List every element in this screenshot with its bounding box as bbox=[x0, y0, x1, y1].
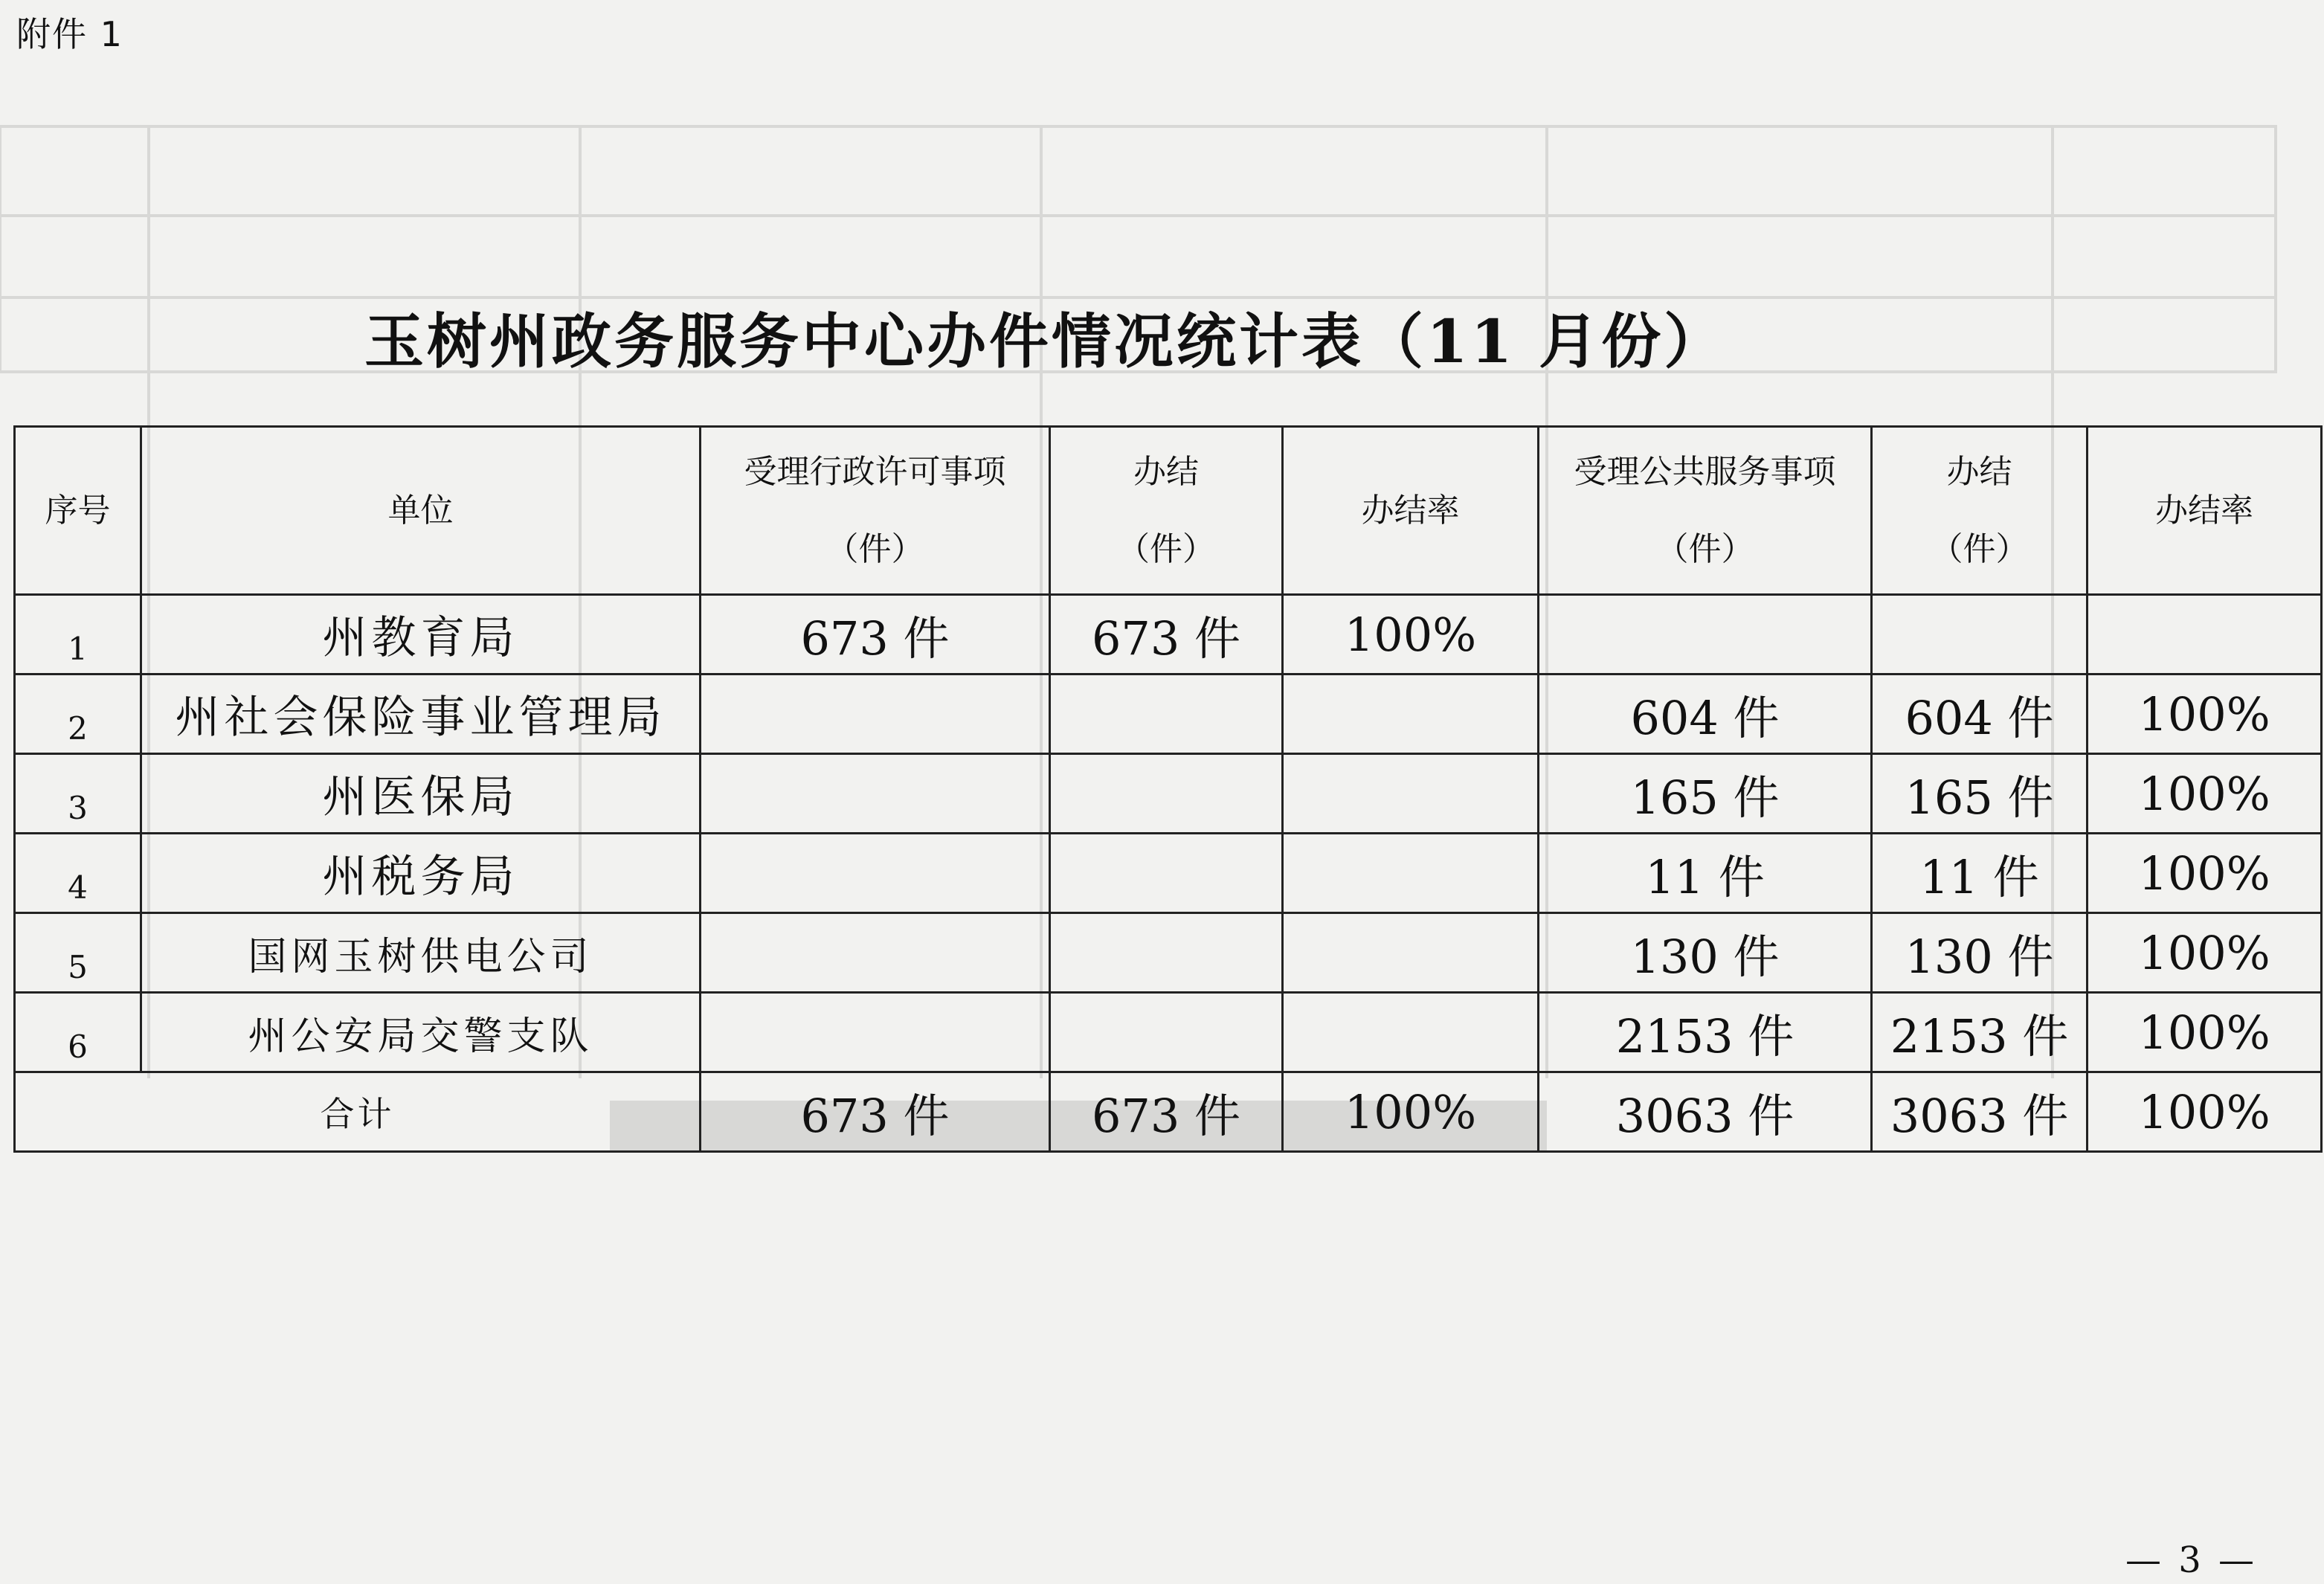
row-unit: 州教育局 bbox=[141, 595, 701, 675]
row-admin-rate: 100% bbox=[1283, 595, 1539, 675]
header-admin-done bbox=[1050, 427, 1283, 595]
header-public-accept-line1: 受理公共服务事项 bbox=[1574, 452, 1836, 491]
row-seq: 6 bbox=[15, 993, 141, 1072]
row-seq: 5 bbox=[15, 913, 141, 993]
row-admin-accept: 673 件 bbox=[701, 595, 1050, 675]
total-admin-rate: 100% bbox=[1283, 1072, 1539, 1152]
row-public-accept: 165 件 bbox=[1539, 754, 1872, 834]
table-row bbox=[15, 595, 2322, 675]
row-public-accept: 130 件 bbox=[1539, 913, 1872, 993]
row-seq: 2 bbox=[15, 675, 141, 754]
header-admin-accept-line1: 受理行政许可事项 bbox=[744, 452, 1006, 491]
attachment-label: 附件 1 bbox=[16, 14, 123, 54]
table-row bbox=[15, 913, 2322, 993]
page-number: — 3 — bbox=[2125, 1539, 2257, 1581]
row-admin-accept bbox=[701, 913, 1050, 993]
header-public-done bbox=[1872, 427, 2088, 595]
row-public-rate: 100% bbox=[2088, 754, 2322, 834]
header-public-accept bbox=[1539, 427, 1872, 595]
row-seq: 3 bbox=[15, 754, 141, 834]
row-public-done: 2153 件 bbox=[1872, 993, 2088, 1072]
table-row bbox=[15, 675, 2322, 754]
header-public-done-line2: （件） bbox=[1930, 529, 2029, 568]
row-public-done: 130 件 bbox=[1872, 913, 2088, 993]
row-admin-rate bbox=[1283, 675, 1539, 754]
statistics-table bbox=[13, 425, 2323, 1153]
header-seq: 序号 bbox=[15, 427, 141, 595]
header-unit: 单位 bbox=[141, 427, 701, 595]
row-admin-accept bbox=[701, 675, 1050, 754]
row-admin-done bbox=[1050, 834, 1283, 913]
row-admin-done bbox=[1050, 993, 1283, 1072]
row-admin-done bbox=[1050, 675, 1283, 754]
total-public-done: 3063 件 bbox=[1872, 1072, 2088, 1152]
header-admin-done-line2: （件） bbox=[1117, 529, 1215, 568]
header-admin-rate: 办结率 bbox=[1283, 427, 1539, 595]
row-admin-rate bbox=[1283, 754, 1539, 834]
total-label: 合计 bbox=[15, 1072, 701, 1152]
row-admin-done bbox=[1050, 913, 1283, 993]
table-row bbox=[15, 754, 2322, 834]
row-public-rate: 100% bbox=[2088, 675, 2322, 754]
row-admin-rate bbox=[1283, 834, 1539, 913]
header-public-done-line1: 办结 bbox=[1946, 452, 2012, 491]
total-admin-done: 673 件 bbox=[1050, 1072, 1283, 1152]
row-public-accept: 11 件 bbox=[1539, 834, 1872, 913]
row-unit: 州公安局交警支队 bbox=[141, 993, 701, 1072]
row-seq: 1 bbox=[15, 595, 141, 675]
row-admin-accept bbox=[701, 834, 1050, 913]
row-public-accept: 604 件 bbox=[1539, 675, 1872, 754]
row-public-done bbox=[1872, 595, 2088, 675]
row-unit: 国网玉树供电公司 bbox=[141, 913, 701, 993]
total-public-rate: 100% bbox=[2088, 1072, 2322, 1152]
row-unit: 州医保局 bbox=[141, 754, 701, 834]
row-admin-accept bbox=[701, 754, 1050, 834]
row-public-done: 604 件 bbox=[1872, 675, 2088, 754]
header-admin-done-line1: 办结 bbox=[1133, 452, 1199, 491]
table-row bbox=[15, 993, 2322, 1072]
header-public-rate: 办结率 bbox=[2088, 427, 2322, 595]
row-public-accept: 2153 件 bbox=[1539, 993, 1872, 1072]
row-public-rate: 100% bbox=[2088, 993, 2322, 1072]
row-unit: 州社会保险事业管理局 bbox=[141, 675, 701, 754]
header-public-accept-line2: （件） bbox=[1655, 529, 1754, 568]
row-seq: 4 bbox=[15, 834, 141, 913]
row-admin-done bbox=[1050, 754, 1283, 834]
total-public-accept: 3063 件 bbox=[1539, 1072, 1872, 1152]
row-public-done: 11 件 bbox=[1872, 834, 2088, 913]
table-total-row bbox=[15, 1072, 2322, 1152]
header-admin-accept-line2: （件） bbox=[825, 529, 924, 568]
row-public-rate bbox=[2088, 595, 2322, 675]
row-admin-accept bbox=[701, 993, 1050, 1072]
page-title: 玉树州政务服务中心办件情况统计表（11 月份） bbox=[364, 306, 1727, 376]
row-admin-done: 673 件 bbox=[1050, 595, 1283, 675]
total-admin-accept: 673 件 bbox=[701, 1072, 1050, 1152]
header-admin-accept bbox=[701, 427, 1050, 595]
row-public-accept bbox=[1539, 595, 1872, 675]
row-public-rate: 100% bbox=[2088, 913, 2322, 993]
row-public-rate: 100% bbox=[2088, 834, 2322, 913]
row-admin-rate bbox=[1283, 913, 1539, 993]
table-header-row bbox=[15, 427, 2322, 595]
row-unit: 州税务局 bbox=[141, 834, 701, 913]
row-admin-rate bbox=[1283, 993, 1539, 1072]
table-row bbox=[15, 834, 2322, 913]
row-public-done: 165 件 bbox=[1872, 754, 2088, 834]
